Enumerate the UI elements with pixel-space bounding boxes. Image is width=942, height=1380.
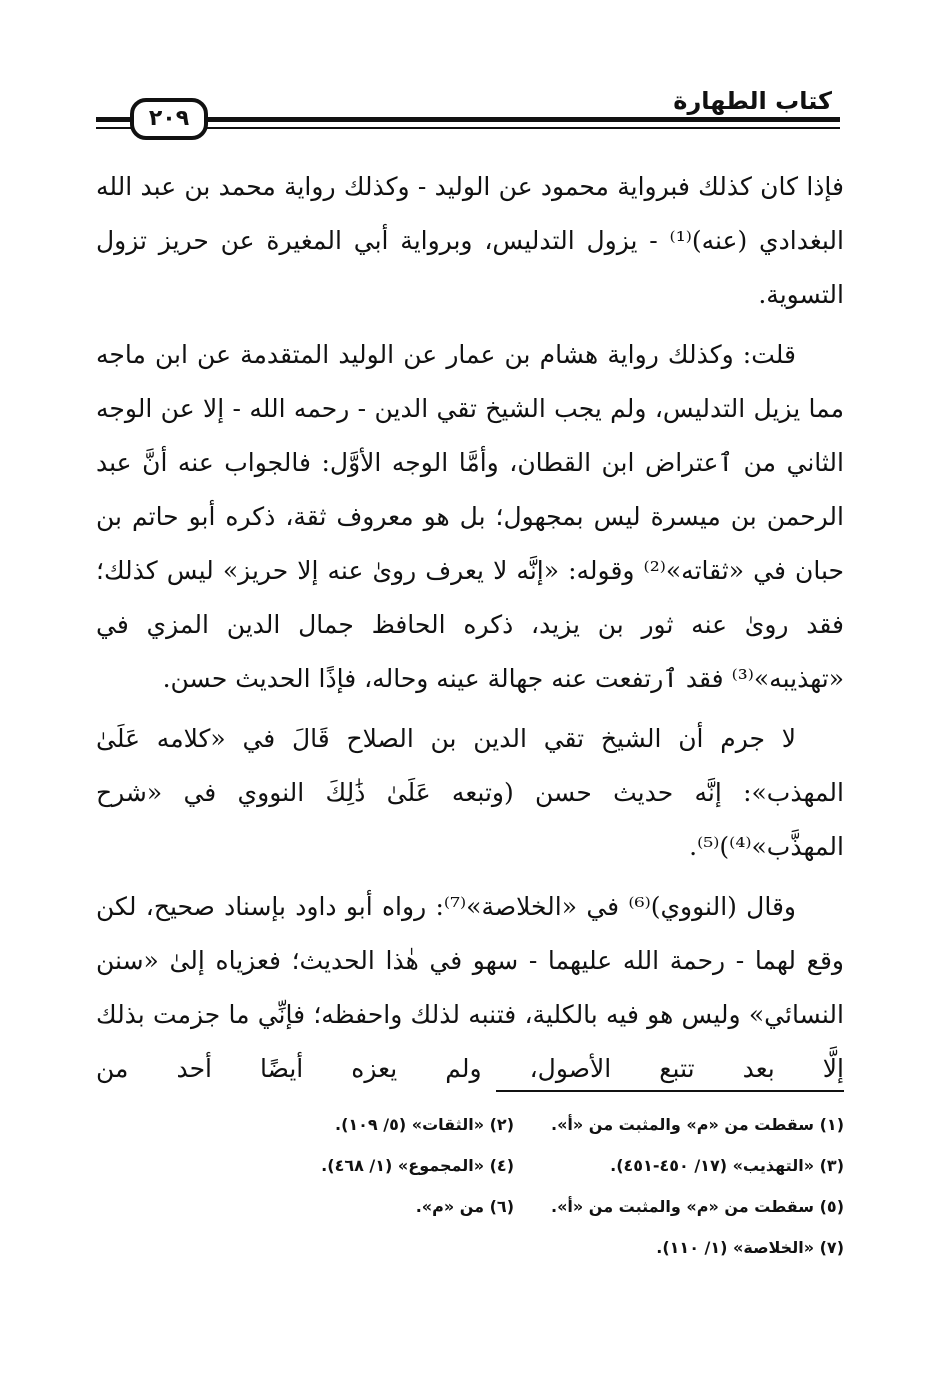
footnote-divider (496, 1090, 844, 1092)
page-number: ٢٠٩ (130, 98, 208, 140)
footnote: (٧) «الخلاصة» (١/ ١١٠). (656, 1238, 844, 1257)
footnotes (230, 1104, 844, 1268)
book-title: كتاب الطهارة (673, 87, 832, 115)
footnote-row (230, 1145, 844, 1186)
footnote: (٣) «التهذيب» (١٧/ ٤٥٠-٤٥١). (610, 1156, 844, 1175)
footnote: (٤) «المجموع» (١/ ٤٦٨). (321, 1156, 514, 1175)
footnote (230, 1227, 514, 1268)
footnote: (١) سقطت من «م» والمثبت من «أ». (551, 1115, 844, 1134)
paragraph: قلت: وكذلك رواية هشام بن عمار عن الوليد المتقدمة عن ابن ماجه مما يزيل التدليس، ولم يجب الشيخ تقي الدين - رحمه الله - إلا عن الوجه الثاني من ٱعتراض ابن القطان، وأمَّا الوجه الأوَّل: فالجواب عنه أنَّ عبد الرحمن بن ميسرة ليس بمجهول؛ بل هو معروف ثقة، ذكره أبو حاتم بن حبان في «ثقاته»⁽²⁾ وقوله: «إنَّه لا يعرف روىٰ عنه إلا حريز» ليس كذلك؛ فقد روىٰ عنه ثور بن يزيد، ذكره الحافظ جمال الدين المزي في «تهذيبه»⁽³⁾ فقد ٱرتفعت عنه جهالة عينه وحاله، فإذًا الحديث حسن. (96, 340, 844, 693)
page-header (96, 86, 840, 136)
footnote: (٦) من «م». (415, 1197, 514, 1216)
footnote-row (230, 1186, 844, 1227)
footnote-row (230, 1104, 844, 1145)
footnote: (٢) «الثقات» (٥/ ١٠٩). (334, 1115, 514, 1134)
paragraph: لا جرم أن الشيخ تقي الدين بن الصلاح قَالَ في «كلامه عَلَىٰ المهذب»: إنَّه حديث حسن (وتبعه عَلَىٰ ذَٰلِكَ النووي في «شرح المهذَّب»⁽⁴⁾)⁽⁵⁾. (96, 724, 844, 861)
footnote: (٥) سقطت من «م» والمثبت من «أ». (551, 1197, 844, 1216)
footnote-row (230, 1227, 844, 1268)
paragraph: فإذا كان كذلك فبرواية محمود عن الوليد - وكذلك رواية محمد بن عبد الله البغدادي (عنه)⁽¹⁾ - يزول التدليس، وبرواية أبي المغيرة عن حريز تزول التسوية. (96, 172, 844, 309)
main-text (96, 160, 844, 1102)
paragraph: وقال (النووي)⁽⁶⁾ في «الخلاصة»⁽⁷⁾: رواه أبو داود بإسناد صحيح، لكن وقع لهما - رحمة الله عليهما - سهو في هٰذا الحديث؛ فعزياه إلىٰ «سنن النسائي» وليس هو فيه بالكلية، فتنبه لذلك واحفظه؛ فإنِّي ما جزمت بذلك إلَّا بعد تتبع الأصول، ولم يعزه أيضًا أحد من (96, 892, 844, 1083)
